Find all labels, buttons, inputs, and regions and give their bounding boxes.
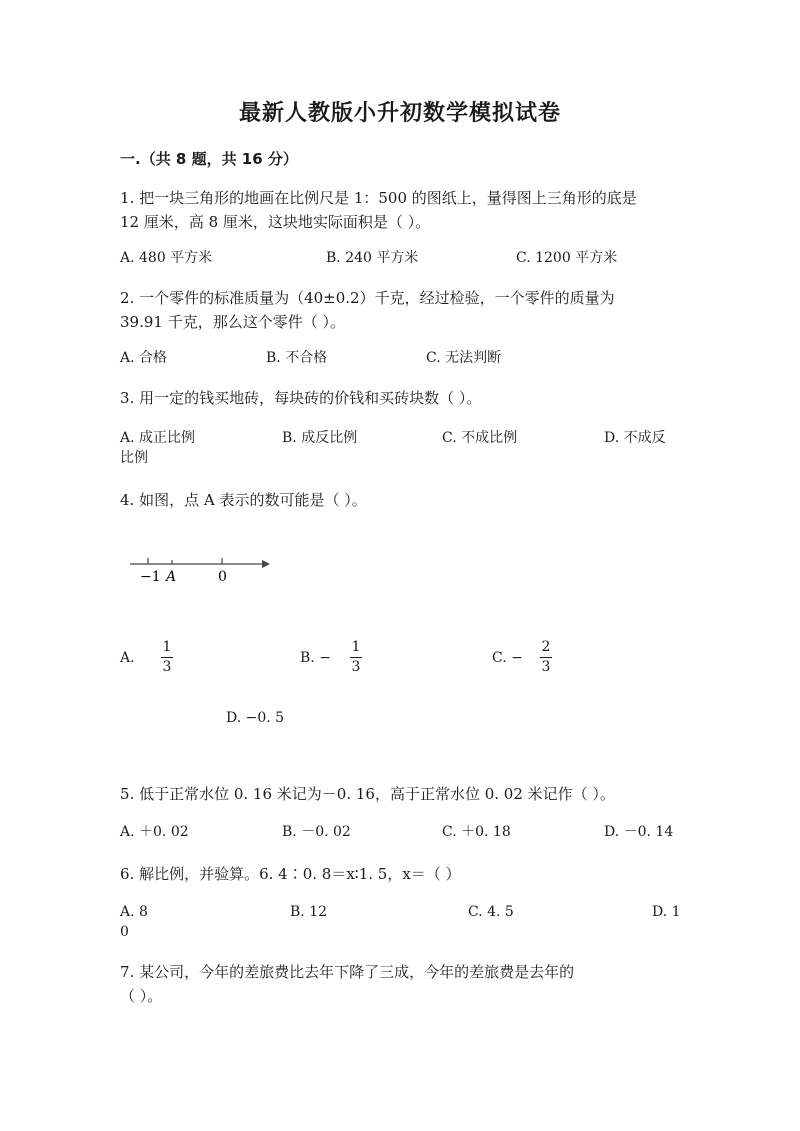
question-4-option-c[interactable]: C. − xyxy=(492,650,523,666)
question-2-line-1: 2. 一个零件的标准质量为（40±0.2）千克，经过检验，一个零件的质量为 xyxy=(120,289,615,307)
section-heading: 一.（共 8 题，共 16 分） xyxy=(120,150,298,168)
number-line-label-minus-one: −1 xyxy=(140,569,161,585)
page-title: 最新人教版小升初数学模拟试卷 xyxy=(238,101,561,126)
question-4-line-1: 4. 如图，点 A 表示的数可能是（ ）。 xyxy=(120,491,367,509)
question-1-option-b[interactable]: B. 240 平方米 xyxy=(326,250,419,266)
question-4-option-b-fraction xyxy=(349,640,363,675)
question-5-line-1: 5. 低于正常水位 0. 16 米记为－0. 16，高于正常水位 0. 02 米记作（ ）。 xyxy=(120,785,615,803)
question-2-text xyxy=(120,286,680,334)
question-5-option-a[interactable]: A. ＋0. 02 xyxy=(120,824,189,840)
question-2-option-c[interactable]: C. 无法判断 xyxy=(426,350,502,366)
fraction-denominator: 3 xyxy=(541,659,551,675)
question-1-option-a[interactable]: A. 480 平方米 xyxy=(120,250,213,266)
question-6-option-d-wrap: 0 xyxy=(120,924,129,940)
question-1-line-1: 1. 把一块三角形的地画在比例尺是 1：500 的图纸上，量得图上三角形的底是 xyxy=(120,189,637,207)
question-7-text xyxy=(120,960,680,1008)
question-6-option-b[interactable]: B. 12 xyxy=(290,904,328,920)
question-4-option-d[interactable]: D. −0. 5 xyxy=(226,710,285,726)
question-5-text xyxy=(120,782,680,806)
question-7-line-1: 7. 某公司，今年的差旅费比去年下降了三成，今年的差旅费是去年的 xyxy=(120,963,575,981)
question-6-option-d[interactable]: D. 1 xyxy=(652,904,681,920)
question-5-option-d[interactable]: D. －0. 14 xyxy=(604,824,674,840)
fraction-bar xyxy=(161,657,173,658)
fraction-denominator: 3 xyxy=(351,659,361,675)
question-3-option-d-wrap: 比例 xyxy=(120,450,148,466)
question-5-option-b[interactable]: B. －0. 02 xyxy=(282,824,351,840)
fraction-numerator: 1 xyxy=(162,639,172,655)
number-line-arrow-icon xyxy=(262,560,270,568)
question-1-text xyxy=(120,186,680,234)
question-5-option-c[interactable]: C. ＋0. 18 xyxy=(442,824,511,840)
question-2-option-a[interactable]: A. 合格 xyxy=(120,350,168,366)
question-4-text xyxy=(120,488,680,512)
number-line-label-a: A xyxy=(166,569,177,585)
question-3-line-1: 3. 用一定的钱买地砖，每块砖的价钱和买砖块数（ ）。 xyxy=(120,389,482,407)
question-6-option-c[interactable]: C. 4. 5 xyxy=(468,904,514,920)
question-3-option-a[interactable]: A. 成正比例 xyxy=(120,430,196,446)
question-3-text xyxy=(120,386,680,410)
question-4-option-a-fraction xyxy=(160,640,174,675)
question-1-line-2: 12 厘米，高 8 厘米，这块地实际面积是（ ）。 xyxy=(120,213,431,231)
question-2-option-b[interactable]: B. 不合格 xyxy=(266,350,328,366)
fraction-bar xyxy=(540,657,552,658)
fraction-denominator: 3 xyxy=(162,659,172,675)
question-4-option-b[interactable]: B. − xyxy=(300,650,331,666)
fraction-numerator: 1 xyxy=(351,639,361,655)
question-3-option-d[interactable]: D. 不成反 xyxy=(604,430,666,446)
question-6-option-a[interactable]: A. 8 xyxy=(120,904,148,920)
fraction-bar xyxy=(350,657,362,658)
number-line-figure xyxy=(126,548,276,590)
fraction-numerator: 2 xyxy=(541,639,551,655)
question-2-line-2: 39.91 千克，那么这个零件（ ）。 xyxy=(120,313,345,331)
question-4-option-c-fraction xyxy=(539,640,553,675)
question-6-line-1: 6. 解比例，并验算。6. 4∶0. 8＝x∶1. 5，x＝（ ） xyxy=(120,865,461,883)
question-4-option-a[interactable]: A. xyxy=(120,650,135,666)
question-7-line-2: （ ）。 xyxy=(120,987,163,1005)
number-line-label-zero: 0 xyxy=(218,569,227,585)
question-3-option-c[interactable]: C. 不成比例 xyxy=(442,430,518,446)
question-3-option-b[interactable]: B. 成反比例 xyxy=(282,430,358,446)
question-1-option-c[interactable]: C. 1200 平方米 xyxy=(516,250,618,266)
question-6-text xyxy=(120,862,680,886)
